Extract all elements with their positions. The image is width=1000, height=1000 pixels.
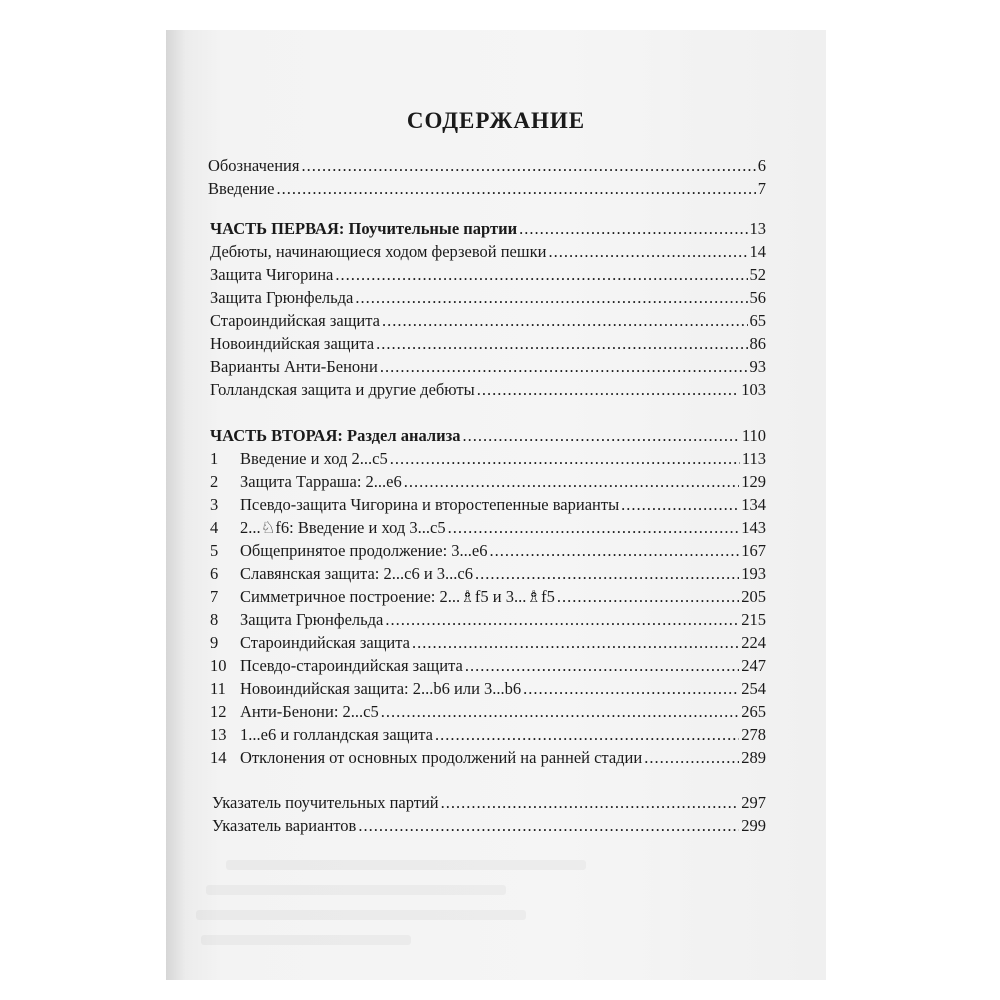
show-through bbox=[206, 885, 506, 895]
chapter-entry bbox=[210, 494, 766, 516]
book-page bbox=[166, 30, 826, 980]
toc-entry-page: 56 bbox=[749, 288, 766, 307]
chapter-page: 289 bbox=[741, 748, 766, 767]
chapter-page: 254 bbox=[741, 679, 766, 698]
chapter-page: 167 bbox=[741, 541, 766, 560]
leader-dots bbox=[477, 379, 740, 401]
leader-dots bbox=[548, 241, 747, 263]
toc-entry-page: 299 bbox=[741, 816, 766, 835]
leader-dots bbox=[301, 155, 755, 177]
leader-dots bbox=[465, 655, 739, 677]
toc-entry-label: Староиндийская защита bbox=[210, 311, 380, 330]
chapter-entry bbox=[210, 632, 766, 654]
chapter-label: Симметричное построение: 2...♗f5 и 3...♗f5 bbox=[240, 587, 555, 606]
leader-dots bbox=[404, 471, 740, 493]
chapter-number: 14 bbox=[210, 748, 227, 767]
chapter-entry bbox=[210, 609, 766, 631]
chapter-entry bbox=[210, 448, 766, 470]
chapter-number: 1 bbox=[210, 449, 219, 468]
chapter-page: 193 bbox=[741, 564, 766, 583]
chapter-label: Псевдо-староиндийская защита bbox=[240, 656, 463, 675]
toc-entry-page: 14 bbox=[749, 242, 766, 261]
toc-entry-page: 65 bbox=[749, 311, 766, 330]
chapter-number: 13 bbox=[210, 725, 227, 744]
chapter-label: Введение и ход 2...с5 bbox=[240, 449, 388, 468]
chapter-label: 2...♘f6: Введение и ход 3...с5 bbox=[240, 518, 446, 537]
chapter-page: 215 bbox=[741, 610, 766, 629]
toc-entry bbox=[210, 241, 766, 263]
leader-dots bbox=[519, 218, 747, 240]
chapter-page: 205 bbox=[741, 587, 766, 606]
leader-dots bbox=[523, 678, 739, 700]
leader-dots bbox=[358, 815, 739, 837]
chapter-entry bbox=[210, 678, 766, 700]
leader-dots bbox=[390, 448, 740, 470]
chapter-label: Староиндийская защита bbox=[240, 633, 410, 652]
leader-dots bbox=[381, 701, 740, 723]
chapter-label: Общепринятое продолжение: 3...е6 bbox=[240, 541, 488, 560]
leader-dots bbox=[489, 540, 739, 562]
chapter-label: Защита Тарраша: 2...е6 bbox=[240, 472, 402, 491]
chapter-label: Защита Грюнфельда bbox=[240, 610, 384, 629]
toc-entry-label: Обозначения bbox=[208, 156, 300, 175]
leader-dots bbox=[475, 563, 739, 585]
chapter-entry bbox=[210, 586, 766, 608]
leader-dots bbox=[385, 609, 739, 631]
chapter-label: Псевдо-защита Чигорина и второстепенные варианты bbox=[240, 495, 620, 514]
chapter-page: 129 bbox=[741, 472, 766, 491]
toc-title: СОДЕРЖАНИЕ bbox=[406, 108, 586, 133]
toc-entry bbox=[212, 792, 766, 814]
toc-entry bbox=[208, 178, 766, 200]
leader-dots bbox=[644, 747, 739, 769]
part-heading bbox=[210, 218, 766, 240]
chapter-number: 4 bbox=[210, 518, 219, 537]
chapter-number: 3 bbox=[210, 495, 219, 514]
toc-entry-label: Новоиндийская защита bbox=[210, 334, 375, 353]
chapter-label: Новоиндийская защита: 2...b6 или 3...b6 bbox=[240, 679, 522, 698]
toc-entry-label: Указатель поучительных партий bbox=[212, 793, 439, 812]
toc-entry-page: 86 bbox=[749, 334, 766, 353]
toc-entry-label: Защита Грюнфельда bbox=[210, 288, 354, 307]
chapter-number: 11 bbox=[210, 679, 226, 698]
chapter-number: 12 bbox=[210, 702, 227, 721]
chapter-label: Славянская защита: 2...с6 и 3...с6 bbox=[240, 564, 473, 583]
part-heading bbox=[210, 425, 766, 447]
chapter-entry bbox=[210, 517, 766, 539]
toc-entry-page: 93 bbox=[749, 357, 766, 376]
leader-dots bbox=[335, 264, 747, 286]
toc-entry-page: 103 bbox=[741, 380, 766, 399]
leader-dots bbox=[557, 586, 739, 608]
leader-dots bbox=[380, 356, 748, 378]
leader-dots bbox=[435, 724, 739, 746]
toc-entry-label: Варианты Анти-Бенони bbox=[210, 357, 378, 376]
chapter-number: 9 bbox=[210, 633, 219, 652]
toc-entry-page: 52 bbox=[749, 265, 766, 284]
toc-entry-page: 7 bbox=[757, 179, 766, 198]
leader-dots bbox=[412, 632, 739, 654]
leader-dots bbox=[621, 494, 739, 516]
toc-entry-page: 6 bbox=[757, 156, 766, 175]
chapter-page: 113 bbox=[741, 449, 766, 468]
leader-dots bbox=[382, 310, 748, 332]
chapter-entry bbox=[210, 471, 766, 493]
toc-entry bbox=[210, 287, 766, 309]
toc-entry bbox=[210, 356, 766, 378]
toc-entry-page: 13 bbox=[749, 219, 766, 238]
chapter-number: 2 bbox=[210, 472, 219, 491]
part-heading-label: ЧАСТЬ ПЕРВАЯ: bbox=[210, 219, 345, 238]
leader-dots bbox=[463, 425, 740, 447]
toc-entry-label: Дебюты, начинающиеся ходом ферзевой пешки bbox=[210, 242, 547, 261]
toc-entry-label: Голландская защита и другие дебюты bbox=[210, 380, 475, 399]
leader-dots bbox=[441, 792, 740, 814]
show-through bbox=[226, 860, 586, 870]
chapter-number: 10 bbox=[210, 656, 227, 675]
toc-entry bbox=[210, 379, 766, 401]
toc-entry-label: Защита Чигорина bbox=[210, 265, 334, 284]
chapter-entry bbox=[210, 540, 766, 562]
toc-entry-page: 110 bbox=[741, 426, 766, 445]
chapter-page: 247 bbox=[741, 656, 766, 675]
toc-entry bbox=[210, 333, 766, 355]
leader-dots bbox=[277, 178, 756, 200]
leader-dots bbox=[448, 517, 740, 539]
chapter-number: 5 bbox=[210, 541, 219, 560]
toc-entry bbox=[212, 815, 766, 837]
chapter-page: 224 bbox=[741, 633, 766, 652]
chapter-page: 265 bbox=[741, 702, 766, 721]
toc-entry-label: Введение bbox=[208, 179, 275, 198]
chapter-number: 7 bbox=[210, 587, 219, 606]
toc-entry-label: Указатель вариантов bbox=[212, 816, 357, 835]
chapter-label: Анти-Бенони: 2...с5 bbox=[240, 702, 379, 721]
leader-dots bbox=[376, 333, 747, 355]
part-heading-title: Раздел анализа bbox=[342, 426, 461, 445]
show-through bbox=[196, 910, 526, 920]
chapter-number: 6 bbox=[210, 564, 219, 583]
chapter-number: 8 bbox=[210, 610, 219, 629]
chapter-label: 1...е6 и голландская защита bbox=[240, 725, 433, 744]
part-heading-label: ЧАСТЬ ВТОРАЯ: bbox=[210, 426, 343, 445]
chapter-page: 278 bbox=[741, 725, 766, 744]
chapter-entry bbox=[210, 563, 766, 585]
toc-entry-page: 297 bbox=[741, 793, 766, 812]
leader-dots bbox=[355, 287, 747, 309]
chapter-entry bbox=[210, 701, 766, 723]
toc-entry bbox=[208, 155, 766, 177]
chapter-label: Отклонения от основных продолжений на ранней стадии bbox=[240, 748, 643, 767]
chapter-entry bbox=[210, 724, 766, 746]
chapter-entry bbox=[210, 655, 766, 677]
chapter-entry bbox=[210, 747, 766, 769]
toc-entry bbox=[210, 264, 766, 286]
toc-entry bbox=[210, 310, 766, 332]
part-heading-title: Поучительные партии bbox=[344, 219, 518, 238]
show-through bbox=[201, 935, 411, 945]
chapter-page: 143 bbox=[741, 518, 766, 537]
chapter-page: 134 bbox=[741, 495, 766, 514]
